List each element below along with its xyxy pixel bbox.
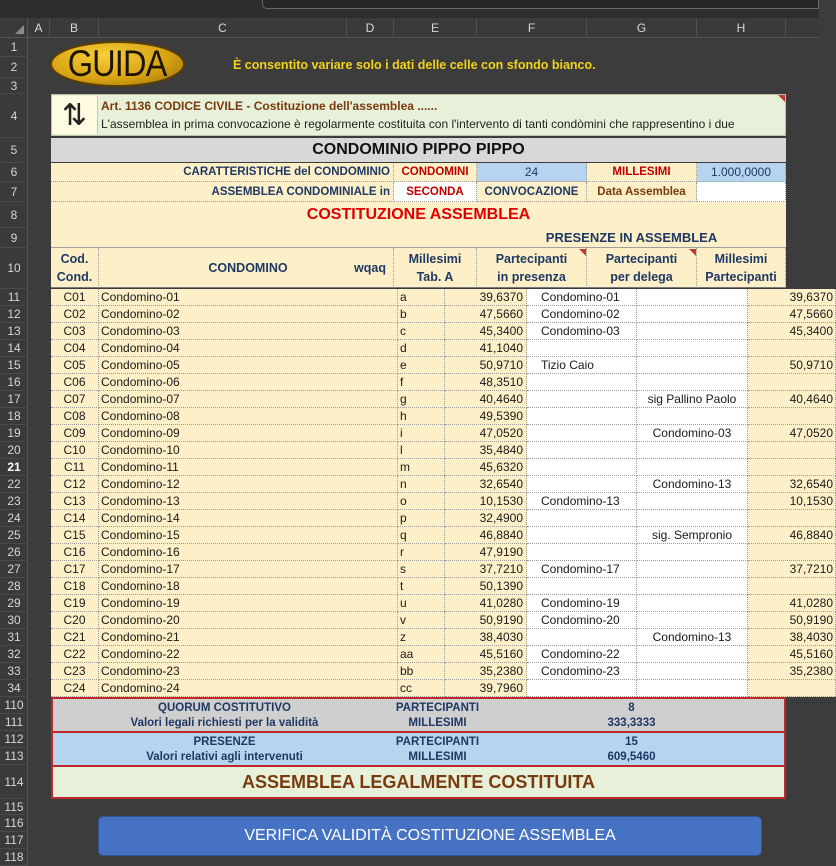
millesimi-partecipanti-cell: 47,5660: [748, 306, 836, 323]
wqaq-cell: m: [398, 459, 445, 476]
wqaq-cell: b: [398, 306, 445, 323]
condomino-name-cell: Condomino-24: [99, 680, 398, 697]
guida-logo[interactable]: [50, 41, 185, 87]
presenza-input[interactable]: [527, 425, 637, 442]
wqaq-cell: f: [398, 374, 445, 391]
presenza-input[interactable]: Condomino-13: [527, 493, 637, 510]
wqaq-cell: aa: [398, 646, 445, 663]
millesimi-partecipanti-cell: 41,0280: [748, 595, 836, 612]
column-header[interactable]: C: [99, 18, 347, 38]
row-header[interactable]: 114: [0, 765, 28, 799]
row-header[interactable]: 23: [0, 493, 28, 510]
wqaq-cell: d: [398, 340, 445, 357]
millesimi-cell: 50,1390: [445, 578, 527, 595]
cod-cell: C01: [51, 289, 99, 306]
table-row: [51, 578, 786, 595]
column-header[interactable]: H: [697, 18, 786, 38]
edit-notice: È consentito variare solo i dati delle celle con sfondo bianco.: [233, 58, 596, 72]
millesimi-partecipanti-cell: 46,8840: [748, 527, 836, 544]
delega-input[interactable]: [637, 442, 748, 459]
row-header[interactable]: 15: [0, 357, 28, 374]
wqaq-cell: g: [398, 391, 445, 408]
millesimi-partecipanti-cell: 39,6370: [748, 289, 836, 306]
millesimi-cell: 39,6370: [445, 289, 527, 306]
cod-cell: C07: [51, 391, 99, 408]
condomino-name-cell: Condomino-20: [99, 612, 398, 629]
verify-button[interactable]: VERIFICA VALIDITÀ COSTITUZIONE ASSEMBLEA: [98, 816, 762, 856]
wqaq-cell: q: [398, 527, 445, 544]
up-down-arrows-icon: ⇅: [52, 96, 98, 134]
table-row: [51, 306, 833, 323]
table-row: [51, 646, 833, 663]
wqaq-cell: n: [398, 476, 445, 493]
column-header[interactable]: D: [347, 18, 394, 38]
millesimi-partecipanti-cell: 35,2380: [748, 663, 836, 680]
data-assemblea-input[interactable]: [697, 182, 786, 202]
row-header[interactable]: 1: [0, 38, 28, 57]
condomino-name-cell: Condomino-02: [99, 306, 398, 323]
select-all-icon: [15, 25, 24, 34]
condomino-name-cell: Condomino-01: [99, 289, 398, 306]
millesimi-partecipanti-cell: 50,9710: [748, 357, 836, 374]
millesimi-cell: 47,0520: [445, 425, 527, 442]
row-header[interactable]: 6: [0, 163, 28, 182]
header-presenza: Partecipanti in presenza: [477, 248, 587, 288]
header-delega: Partecipanti per delega: [587, 248, 697, 288]
row-header[interactable]: 31: [0, 629, 28, 646]
presenza-input[interactable]: [527, 578, 637, 595]
costituzione-title: COSTITUZIONE ASSEMBLEA: [51, 202, 786, 228]
wqaq-cell: s: [398, 561, 445, 578]
delega-input[interactable]: [637, 612, 748, 629]
presenza-input[interactable]: [527, 442, 637, 459]
millesimi-partecipanti-cell: 38,4030: [748, 629, 836, 646]
presenza-input[interactable]: [527, 340, 637, 357]
formula-bar[interactable]: [262, 0, 819, 9]
row-header[interactable]: 29: [0, 595, 28, 612]
condomino-name-cell: Condomino-15: [99, 527, 398, 544]
row-header[interactable]: 10: [0, 248, 28, 289]
row-header[interactable]: 117: [0, 832, 28, 849]
condomino-name-cell: Condomino-09: [99, 425, 398, 442]
condomino-name-cell: Condomino-18: [99, 578, 398, 595]
table-row: [51, 612, 833, 629]
delega-input[interactable]: [637, 595, 748, 612]
delega-input[interactable]: [637, 544, 748, 561]
row-headers: [0, 38, 28, 866]
condomino-name-cell: Condomino-14: [99, 510, 398, 527]
quorum-partecipanti-label: PARTECIPANTI: [396, 699, 479, 716]
cod-cell: C17: [51, 561, 99, 578]
row-header[interactable]: 21: [0, 459, 28, 476]
comment-marker-icon[interactable]: [689, 249, 696, 256]
row-header[interactable]: 18: [0, 408, 28, 425]
table-row: [51, 595, 833, 612]
presenza-input[interactable]: Condomino-02: [527, 306, 637, 323]
delega-input[interactable]: sig. Sempronio: [637, 527, 748, 544]
row-header[interactable]: 27: [0, 561, 28, 578]
millesimi-partecipanti-cell: 37,7210: [748, 561, 836, 578]
delega-input[interactable]: [637, 680, 748, 697]
presenze-title: PRESENZE: [53, 733, 396, 750]
condomino-name-cell: Condomino-04: [99, 340, 398, 357]
table-row: [51, 561, 833, 578]
condomino-name-cell: Condomino-05: [99, 357, 398, 374]
presenze-header: PRESENZE IN ASSEMBLEA: [477, 228, 786, 248]
millesimi-label: MILLESIMI: [587, 163, 697, 182]
millesimi-partecipanti-cell: 45,3400: [748, 323, 836, 340]
wqaq-cell: v: [398, 612, 445, 629]
delega-input[interactable]: [637, 289, 748, 306]
table-row: [51, 340, 786, 357]
cod-cell: C13: [51, 493, 99, 510]
assemblea-label: ASSEMBLEA CONDOMINIALE in: [51, 182, 394, 202]
row-header[interactable]: 33: [0, 663, 28, 680]
presenza-input[interactable]: Tizio Caio: [527, 357, 637, 374]
row-header[interactable]: 34: [0, 680, 28, 697]
row-header[interactable]: 26: [0, 544, 28, 561]
row-header[interactable]: 4: [0, 94, 28, 138]
row-header[interactable]: 7: [0, 182, 28, 202]
millesimi-partecipanti-cell: [748, 578, 836, 595]
table-row: [51, 442, 786, 459]
presenza-input[interactable]: Condomino-17: [527, 561, 637, 578]
delega-input[interactable]: [637, 510, 748, 527]
cod-cell: C23: [51, 663, 99, 680]
delega-input[interactable]: Condomino-13: [637, 629, 748, 646]
millesimi-cell: 47,9190: [445, 544, 527, 561]
wqaq-cell: e: [398, 357, 445, 374]
row-header[interactable]: 11: [0, 289, 28, 306]
millesimi-partecipanti-cell: 50,9190: [748, 612, 836, 629]
comment-marker-icon[interactable]: [778, 95, 785, 102]
millesimi-partecipanti-cell: 47,0520: [748, 425, 836, 442]
millesimi-partecipanti-cell: [748, 374, 836, 391]
column-header[interactable]: G: [587, 18, 697, 38]
wqaq-cell: r: [398, 544, 445, 561]
cod-cell: C08: [51, 408, 99, 425]
convocazione-label: CONVOCAZIONE: [477, 182, 587, 202]
row-header[interactable]: 111: [0, 714, 28, 731]
table-row: [51, 289, 833, 306]
wqaq-cell: a: [398, 289, 445, 306]
row-header[interactable]: 118: [0, 849, 28, 866]
presenza-input[interactable]: [527, 680, 637, 697]
row-header[interactable]: 30: [0, 612, 28, 629]
presenza-input[interactable]: [527, 374, 637, 391]
millesimi-partecipanti-cell: [748, 459, 836, 476]
header-cod: Cod. Cond.: [51, 248, 99, 288]
row-header[interactable]: 110: [0, 697, 28, 714]
row-header[interactable]: 24: [0, 510, 28, 527]
condomino-name-cell: Condomino-22: [99, 646, 398, 663]
millesimi-cell: 47,5660: [445, 306, 527, 323]
table-row: [51, 408, 786, 425]
delega-input[interactable]: [637, 323, 748, 340]
millesimi-cell: 45,5160: [445, 646, 527, 663]
presenza-input[interactable]: Condomino-20: [527, 612, 637, 629]
cod-cell: C22: [51, 646, 99, 663]
article-body: L'assemblea in prima convocazione è regolarmente costituita con l'intervento di tanti condòmini che rappresentino i due: [101, 117, 735, 131]
cod-cell: C21: [51, 629, 99, 646]
delega-input[interactable]: [637, 408, 748, 425]
condomino-name-cell: Condomino-17: [99, 561, 398, 578]
presenze-subtitle: Valori relativi agli intervenuti: [53, 748, 396, 765]
row-header[interactable]: 13: [0, 323, 28, 340]
table-row: [51, 323, 833, 340]
logo-text: GUIDA: [68, 43, 167, 84]
delega-input[interactable]: [637, 578, 748, 595]
millesimi-partecipanti-cell: 45,5160: [748, 646, 836, 663]
header-millesimi-partecipanti: Millesimi Partecipanti: [697, 248, 786, 288]
presenza-input[interactable]: [527, 510, 637, 527]
data-assemblea-label: Data Assemblea: [587, 182, 697, 202]
presenza-input[interactable]: Condomino-01: [527, 289, 637, 306]
presenze-partecipanti-value: 15: [479, 733, 784, 750]
millesimi-partecipanti-cell: [748, 544, 836, 561]
table-row: [51, 680, 786, 697]
row-header[interactable]: 17: [0, 391, 28, 408]
row-header[interactable]: 8: [0, 202, 28, 228]
result-banner: ASSEMBLEA LEGALMENTE COSTITUITA: [51, 765, 786, 799]
cod-cell: C05: [51, 357, 99, 374]
delega-input[interactable]: [637, 663, 748, 680]
row-header[interactable]: 28: [0, 578, 28, 595]
condomino-name-cell: Condomino-10: [99, 442, 398, 459]
cod-cell: C14: [51, 510, 99, 527]
cod-cell: C16: [51, 544, 99, 561]
presenza-input[interactable]: [527, 476, 637, 493]
millesimi-cell: 38,4030: [445, 629, 527, 646]
header-millesimi: Millesimi Tab. A: [394, 248, 477, 288]
row-header[interactable]: 25: [0, 527, 28, 544]
wqaq-cell: i: [398, 425, 445, 442]
condomino-name-cell: Condomino-03: [99, 323, 398, 340]
condominio-title: CONDOMINIO PIPPO PIPPO: [51, 138, 786, 162]
millesimi-cell: 50,9190: [445, 612, 527, 629]
wqaq-cell: h: [398, 408, 445, 425]
wqaq-cell: cc: [398, 680, 445, 697]
column-header[interactable]: B: [50, 18, 99, 38]
table-row: [51, 527, 833, 544]
presenza-input[interactable]: [527, 544, 637, 561]
wqaq-cell: u: [398, 595, 445, 612]
millesimi-cell: 41,0280: [445, 595, 527, 612]
millesimi-cell: 35,2380: [445, 663, 527, 680]
row-header[interactable]: 5: [0, 138, 28, 163]
millesimi-partecipanti-cell: [748, 340, 836, 357]
row-header[interactable]: 16: [0, 374, 28, 391]
millesimi-cell: 37,7210: [445, 561, 527, 578]
caratteristiche-label: CARATTERISTICHE del CONDOMINIO: [51, 163, 394, 182]
row-header[interactable]: 2: [0, 57, 28, 78]
table-row: [51, 425, 833, 442]
quorum-millesimi-value: 333,3333: [479, 714, 784, 731]
table-row: [51, 459, 786, 476]
presenza-input[interactable]: Condomino-22: [527, 646, 637, 663]
delega-input[interactable]: [637, 374, 748, 391]
presenza-input[interactable]: [527, 459, 637, 476]
table-row: [51, 663, 833, 680]
table-row: [51, 629, 833, 646]
millesimi-cell: 40,4640: [445, 391, 527, 408]
cod-cell: C18: [51, 578, 99, 595]
row-header[interactable]: 116: [0, 815, 28, 832]
row-header[interactable]: 14: [0, 340, 28, 357]
comment-marker-icon[interactable]: [579, 249, 586, 256]
quorum-partecipanti-value: 8: [479, 699, 784, 716]
millesimi-cell: 32,6540: [445, 476, 527, 493]
millesimi-partecipanti-cell: 32,6540: [748, 476, 836, 493]
condomino-name-cell: Condomino-08: [99, 408, 398, 425]
millesimi-cell: 32,4900: [445, 510, 527, 527]
presenze-millesimi-value: 609,5460: [479, 748, 784, 765]
millesimi-cell: 46,8840: [445, 527, 527, 544]
presenza-input[interactable]: [527, 527, 637, 544]
cod-cell: C09: [51, 425, 99, 442]
row-header[interactable]: 32: [0, 646, 28, 663]
cod-cell: C06: [51, 374, 99, 391]
millesimi-cell: 50,9710: [445, 357, 527, 374]
delega-input[interactable]: sig Pallino Paolo: [637, 391, 748, 408]
row-header[interactable]: 22: [0, 476, 28, 493]
condomino-name-cell: Condomino-07: [99, 391, 398, 408]
millesimi-partecipanti-cell: [748, 442, 836, 459]
condomino-name-cell: Condomino-11: [99, 459, 398, 476]
wqaq-cell: l: [398, 442, 445, 459]
presenze-millesimi-label: MILLESIMI: [396, 748, 479, 765]
table-row: [51, 357, 833, 374]
cod-cell: C03: [51, 323, 99, 340]
presenza-input[interactable]: [527, 408, 637, 425]
article-title: Art. 1136 CODICE CIVILE - Costituzione dell'assemblea ......: [101, 99, 438, 113]
cod-cell: C20: [51, 612, 99, 629]
quorum-title: QUORUM COSTITUTIVO: [53, 699, 396, 716]
table-row: [51, 544, 786, 561]
millesimi-cell: 10,1530: [445, 493, 527, 510]
convocazione-select[interactable]: SECONDA: [394, 182, 477, 202]
delega-input[interactable]: [637, 459, 748, 476]
condomino-name-cell: Condomino-12: [99, 476, 398, 493]
wqaq-cell: bb: [398, 663, 445, 680]
quorum-subtitle: Valori legali richiesti per la validità: [53, 714, 396, 731]
table-row: [51, 391, 833, 408]
row-header[interactable]: 112: [0, 731, 28, 748]
millesimi-partecipanti-cell: 10,1530: [748, 493, 836, 510]
condomino-name-cell: Condomino-21: [99, 629, 398, 646]
millesimi-total: 1.000,0000: [697, 163, 786, 182]
millesimi-partecipanti-cell: [748, 510, 836, 527]
presenza-input[interactable]: Condomino-19: [527, 595, 637, 612]
column-header[interactable]: E: [394, 18, 477, 38]
delega-input[interactable]: [637, 646, 748, 663]
row-header[interactable]: 19: [0, 425, 28, 442]
condomino-name-cell: Condomino-16: [99, 544, 398, 561]
delega-input[interactable]: Condomino-03: [637, 425, 748, 442]
presenza-input[interactable]: [527, 391, 637, 408]
row-header[interactable]: 20: [0, 442, 28, 459]
header-spacer: [51, 228, 477, 248]
header-wqaq: wqaq: [347, 248, 394, 288]
condomino-name-cell: Condomino-06: [99, 374, 398, 391]
cod-cell: C19: [51, 595, 99, 612]
column-header[interactable]: F: [477, 18, 587, 38]
quorum-box: [51, 697, 786, 731]
millesimi-cell: 45,6320: [445, 459, 527, 476]
cod-cell: C11: [51, 459, 99, 476]
delega-input[interactable]: Condomino-13: [637, 476, 748, 493]
delega-input[interactable]: [637, 561, 748, 578]
condomino-name-cell: Condomino-13: [99, 493, 398, 510]
wqaq-cell: z: [398, 629, 445, 646]
row-header[interactable]: 9: [0, 228, 28, 248]
cod-cell: C10: [51, 442, 99, 459]
table-row: [51, 476, 833, 493]
millesimi-partecipanti-cell: [748, 680, 836, 697]
presenza-input[interactable]: Condomino-23: [527, 663, 637, 680]
wqaq-cell: c: [398, 323, 445, 340]
millesimi-cell: 45,3400: [445, 323, 527, 340]
millesimi-cell: 41,1040: [445, 340, 527, 357]
condomino-name-cell: Condomino-23: [99, 663, 398, 680]
cod-cell: C04: [51, 340, 99, 357]
millesimi-cell: 35,4840: [445, 442, 527, 459]
cod-cell: C12: [51, 476, 99, 493]
cod-cell: C02: [51, 306, 99, 323]
delega-input[interactable]: [637, 306, 748, 323]
presenza-input[interactable]: [527, 629, 637, 646]
wqaq-cell: t: [398, 578, 445, 595]
delega-input[interactable]: [637, 340, 748, 357]
condomini-count: 24: [477, 163, 587, 182]
millesimi-partecipanti-cell: [748, 408, 836, 425]
delega-input[interactable]: [637, 493, 748, 510]
presenza-input[interactable]: Condomino-03: [527, 323, 637, 340]
table-row: [51, 374, 786, 391]
wqaq-cell: p: [398, 510, 445, 527]
millesimi-cell: 48,3510: [445, 374, 527, 391]
millesimi-cell: 49,5390: [445, 408, 527, 425]
table-row: [51, 493, 833, 510]
quorum-millesimi-label: MILLESIMI: [396, 714, 479, 731]
millesimi-cell: 39,7960: [445, 680, 527, 697]
header-condomino: CONDOMINO: [99, 248, 398, 288]
presenze-box: [51, 731, 786, 765]
condomino-name-cell: Condomino-19: [99, 595, 398, 612]
condomini-label: CONDOMINI: [394, 163, 477, 182]
column-headers: [0, 18, 819, 38]
row-header[interactable]: 115: [0, 799, 28, 815]
wqaq-cell: o: [398, 493, 445, 510]
row-header[interactable]: 3: [0, 78, 28, 94]
table-row: [51, 510, 786, 527]
delega-input[interactable]: [637, 357, 748, 374]
presenze-partecipanti-label: PARTECIPANTI: [396, 733, 479, 750]
cod-cell: C15: [51, 527, 99, 544]
millesimi-partecipanti-cell: 40,4640: [748, 391, 836, 408]
column-header[interactable]: A: [28, 18, 50, 38]
row-header[interactable]: 113: [0, 748, 28, 765]
cod-cell: C24: [51, 680, 99, 697]
row-header[interactable]: 12: [0, 306, 28, 323]
